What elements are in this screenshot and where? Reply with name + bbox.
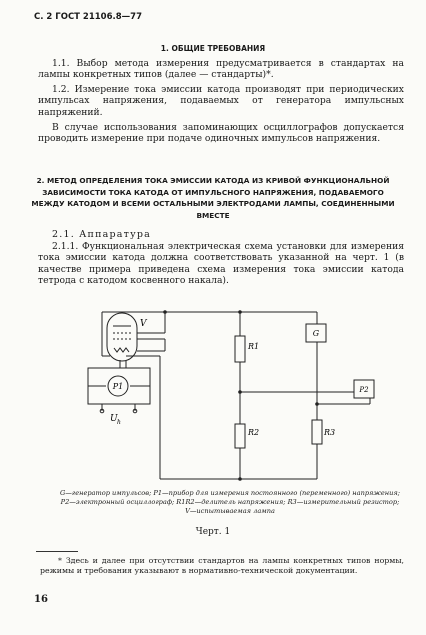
resistor-r1 <box>235 336 245 362</box>
r3-label: R3 <box>324 428 336 437</box>
v-label: V <box>140 319 147 329</box>
footnote-rule <box>36 551 78 552</box>
p1-label: P1 <box>112 382 124 391</box>
uh-label: U <box>110 414 118 424</box>
resistor-r3 <box>312 420 322 444</box>
page-number: 16 <box>34 594 48 605</box>
g-label: G <box>312 329 320 338</box>
page-header: С. 2 ГОСТ 21106.8—77 <box>34 12 142 22</box>
p2-label: P2 <box>359 386 369 394</box>
paragraph-1-1: 1.1. Выбор метода измерения предусматривается в стандартах на лампы конкретных типов (далее — стандарты)*. <box>38 58 404 81</box>
paragraph-2-1-1: 2.1.1. Функциональная электрическая схема установки для измерения тока эмиссии катода должна соответствовать указанной на черт. 1 (в качестве примера приведена схема измерения тока эмиссии катода тетрода с катодом косвенного накала). <box>38 241 404 287</box>
figure-caption: G—генератор импульсов; P1—прибор для измерения постоянного (переменного) напряжения; P2—электронный осциллограф; R1R2—делитель напряжения; R3—измерительный резистор; V—испытываемая лампа <box>60 489 400 516</box>
section-1-title: 1. ОБЩИЕ ТРЕБОВАНИЯ <box>160 44 266 53</box>
paragraph-1-3: В случае использования запоминающих осциллографов допускается проводить измерение при подаче одиночных импульсов напряжения. <box>38 122 404 145</box>
r2-label: R2 <box>248 428 260 437</box>
section-2-title: 2. МЕТОД ОПРЕДЕЛЕНИЯ ТОКА ЭМИССИИ КАТОДА ИЗ КРИВОЙ ФУНКЦИОНАЛЬНОЙ ЗАВИСИМОСТИ ТОКА КАТОДА ОТ ИМПУЛЬСНОГО НАПРЯЖЕНИЯ, ПОДАВАЕМОГО МЕЖДУ КАТОДОМ И ВСЕМИ ОСТАЛЬНЫМИ ЭЛЕКТРОДАМИ ЛАМПЫ, СОЕДИНЕННЫМИ ВМЕСТЕ <box>31 176 395 220</box>
subsection-2-1: 2.1. Аппаратура <box>52 229 152 240</box>
paragraph-1-2: 1.2. Измерение тока эмиссии катода производят при периодических импульсах напряжения, подаваемых от генератора импульсных напряжений. <box>38 84 404 118</box>
r1-label: R1 <box>248 342 260 351</box>
footnote: * Здесь и далее при отсутствии стандартов на лампы конкретных типов нормы, режимы и требования указывают в нормативно-технической документации. <box>40 556 404 575</box>
figure-label: Черт. 1 <box>195 527 231 537</box>
tube-envelope <box>107 313 137 361</box>
uh-sub-label: h <box>117 419 121 426</box>
circuit-diagram <box>80 296 400 486</box>
resistor-r2 <box>235 424 245 448</box>
